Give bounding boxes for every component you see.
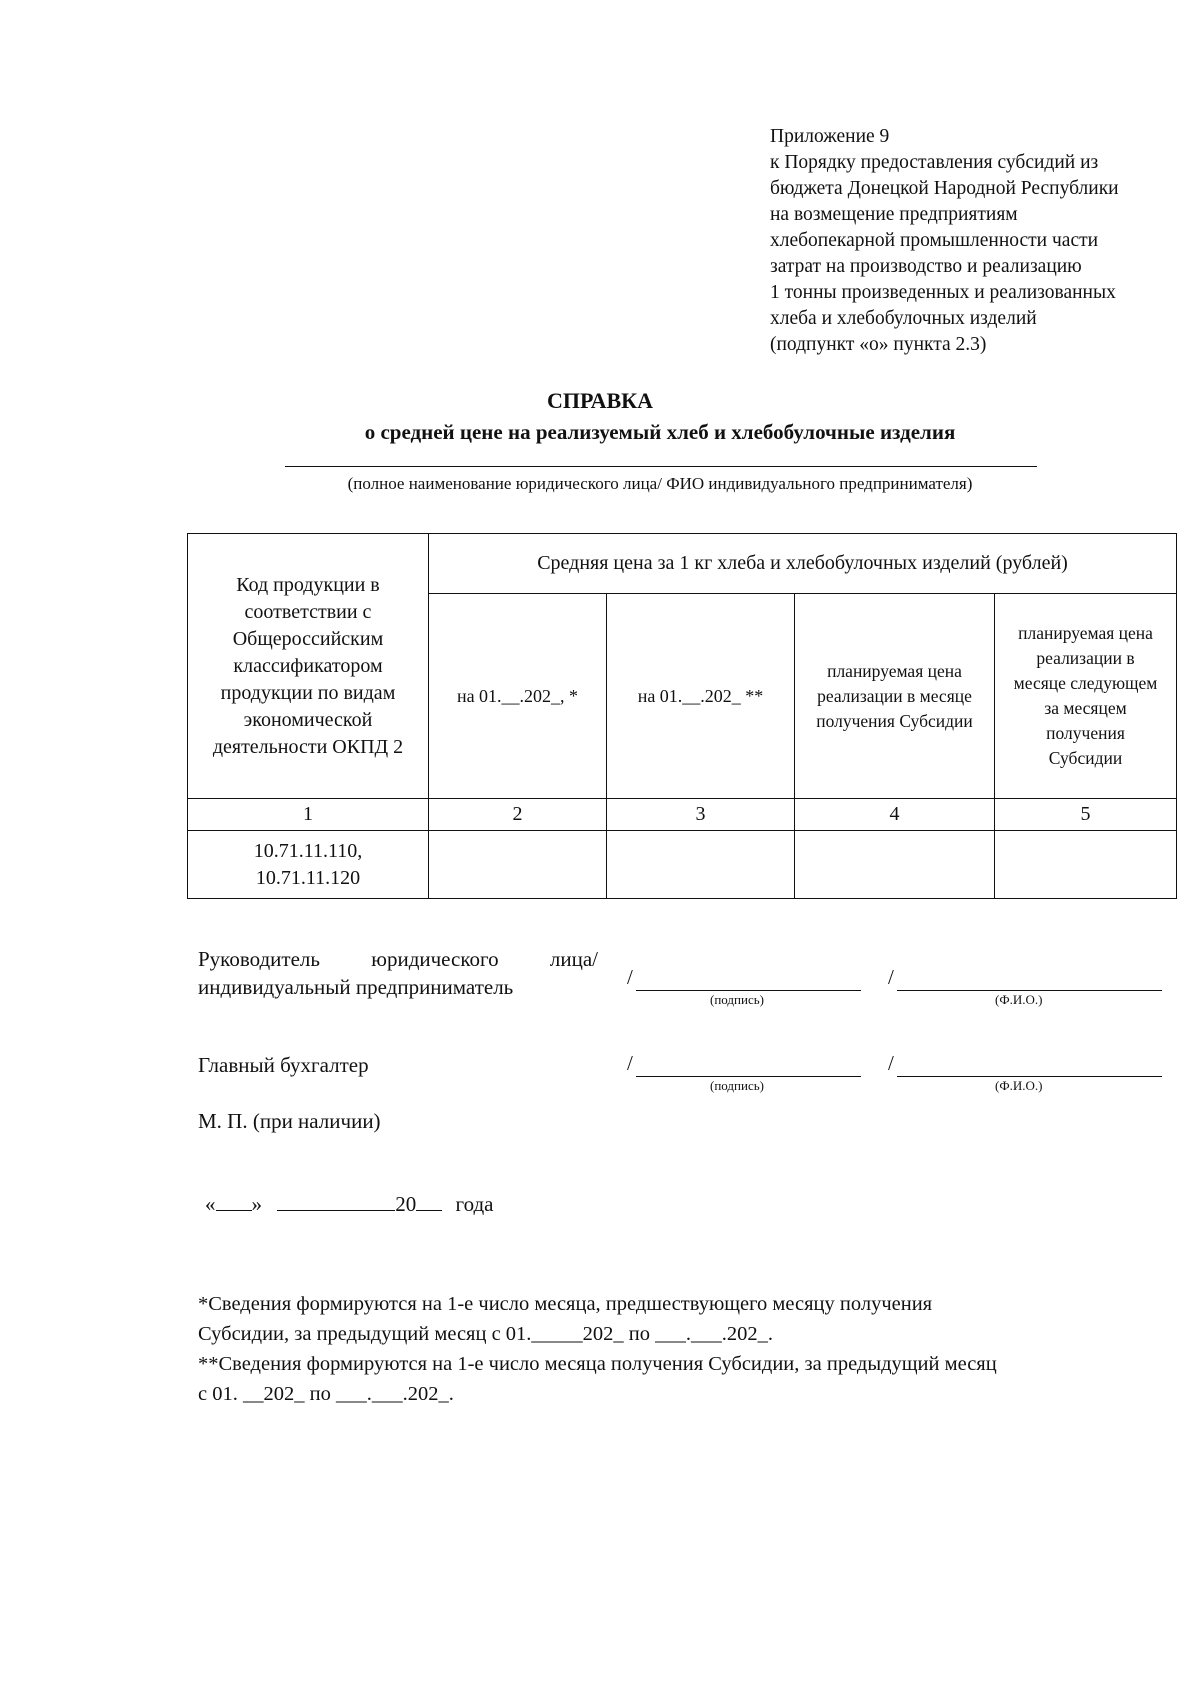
month-field[interactable] (277, 1192, 395, 1211)
accountant-label: Главный бухгалтер (198, 1053, 369, 1077)
price-cell[interactable] (995, 831, 1177, 899)
date-close-quote: » (251, 1192, 262, 1216)
price-cell[interactable] (429, 831, 607, 899)
group-header: Средняя цена за 1 кг хлеба и хлебобулочных изделий (рублей) (429, 534, 1177, 594)
head-word: юридического (371, 947, 499, 971)
head-word: Руководитель (198, 947, 320, 971)
head-word: лица/ (549, 947, 598, 971)
footnotes (198, 1289, 1158, 1409)
head-line-2: индивидуальный предприниматель (198, 975, 514, 999)
date-century: 20 (395, 1192, 417, 1216)
appendix-note (770, 124, 1190, 358)
col1-header: Код продукции в соответствии с Общероссийским классификатором продукции по видам экономической деятельности ОКПД 2 (188, 534, 429, 799)
head-name-caption: (Ф.И.О.) (995, 992, 1043, 1007)
accountant-signature-caption: (подпись) (710, 1078, 764, 1093)
appendix-line: к Порядку предоставления субсидий из (770, 152, 1099, 173)
appendix-line: 1 тонны произведенных и реализованных (770, 282, 1116, 303)
appendix-line: на возмещение предприятиям (770, 204, 1018, 225)
accountant-signature-slash: / (627, 1051, 633, 1075)
head-signature-slash: / (627, 965, 633, 989)
price-table (187, 533, 1177, 899)
entity-name-caption: (полное наименование юридического лица/ ФИО индивидуального предпринимателя) (347, 474, 973, 493)
appendix-line: хлебопекарной промышленности части (770, 230, 1099, 251)
appendix-line: затрат на производство и реализацию (770, 256, 1082, 277)
sub-header-2: на 01.__.202_ ** (607, 594, 795, 799)
entity-name-field[interactable] (285, 466, 1037, 467)
column-number: 1 (188, 799, 429, 831)
column-number: 3 (607, 799, 795, 831)
footnote-1-line-2: Субсидии, за предыдущий месяц с 01._____202_ по ___.___.202_. (198, 1323, 774, 1345)
product-code-cell: 10.71.11.110, 10.71.11.120 (188, 831, 429, 899)
price-cell[interactable] (607, 831, 795, 899)
document-title: СПРАВКА (546, 388, 654, 413)
appendix-line: (подпункт «о» пункта 2.3) (770, 334, 987, 355)
head-signatory-label (198, 945, 598, 1001)
column-number: 4 (795, 799, 995, 831)
sub-header-4: планируемая цена реализации в месяце следующем за месяцем получения Субсидии (995, 594, 1177, 799)
date-word: года (455, 1192, 494, 1216)
document-subtitle: о средней цене на реализуемый хлеб и хлебобулочные изделия (364, 420, 956, 444)
date-open-quote: « (205, 1192, 216, 1216)
footnote-2-line-2: с 01. __202_ по ___.___.202_. (198, 1383, 454, 1405)
sub-header-3: планируемая цена реализации в месяце получения Субсидии (795, 594, 995, 799)
footnote-2-line-1: **Сведения формируются на 1-е число месяца получения Субсидии, за предыдущий месяц (198, 1353, 997, 1375)
appendix-line: Приложение 9 (770, 126, 890, 147)
accountant-name-caption: (Ф.И.О.) (995, 1078, 1043, 1093)
stamp-place: М. П. (при наличии) (198, 1109, 381, 1133)
day-field[interactable] (216, 1192, 252, 1211)
date-line (205, 1192, 494, 1217)
accountant-name-slash: / (888, 1051, 894, 1075)
head-signature-caption: (подпись) (710, 992, 764, 1007)
column-number: 5 (995, 799, 1177, 831)
appendix-line: бюджета Донецкой Народной Республики (770, 178, 1119, 199)
price-cell[interactable] (795, 831, 995, 899)
year-field[interactable] (416, 1192, 442, 1211)
head-name-slash: / (888, 965, 894, 989)
sub-header-1: на 01.__.202_, * (429, 594, 607, 799)
footnote-1-line-1: *Сведения формируются на 1-е число месяца, предшествующего месяцу получения (198, 1293, 933, 1315)
appendix-line: хлеба и хлебобулочных изделий (770, 308, 1037, 329)
column-number: 2 (429, 799, 607, 831)
